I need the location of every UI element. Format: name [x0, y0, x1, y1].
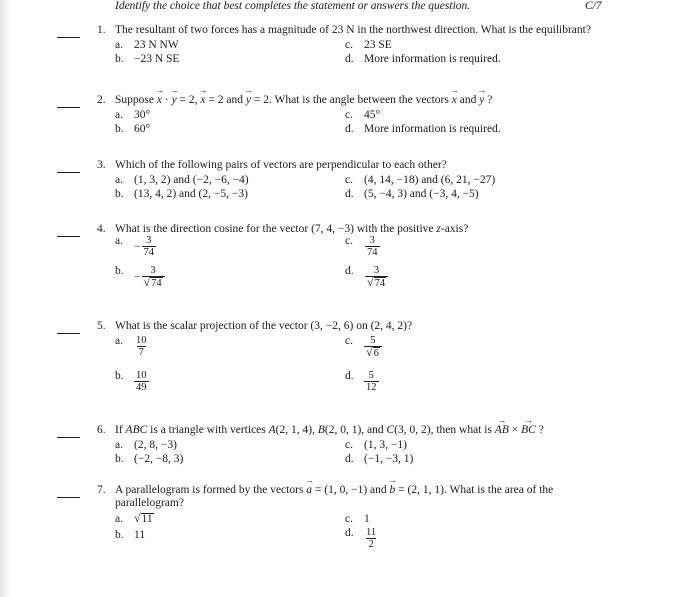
score-mark: C/7 — [585, 0, 602, 12]
sqrt-icon: √ 11 — [134, 511, 153, 525]
page-edge-shadow — [0, 0, 10, 597]
option-fraction: $\frac{5}{12}$ — [366, 370, 377, 393]
answer-blank[interactable] — [57, 172, 80, 173]
vector-bc: → BC — [521, 424, 536, 437]
question-stem: A parallelogram is formed by the vectors → a = (1, 0, −1) and → b = (2, 1, 1). What is the area of the parallelogram? — [115, 484, 605, 510]
option-text: 45° — [364, 109, 381, 121]
option-fraction: − 3 √ 74 — [134, 265, 165, 289]
option-text: (1, 3, 2) and (−2, −6, −4) — [134, 174, 249, 186]
option-text: 60° — [134, 123, 151, 135]
question-number: 4. — [97, 223, 106, 235]
answer-blank[interactable] — [57, 497, 80, 498]
answer-blank[interactable] — [57, 333, 80, 334]
option-fraction: $\frac{10}{49}$ — [136, 370, 147, 393]
option-text: (5, −4, 3) and (−3, 4, −5) — [364, 188, 479, 200]
option-root — [134, 513, 154, 525]
instruction-text: Identify the choice that best completes the statement or answers the question. — [115, 0, 471, 12]
option-text: 23 N NW — [134, 39, 179, 51]
question-number: 3. — [97, 159, 106, 171]
question-stem: The resultant of two forces has a magnitude of 23 N in the northwest direction. What is the equilibrant? — [115, 24, 591, 36]
option-fraction: $\frac{3}{74}$ — [367, 235, 378, 258]
question-number: 1. — [97, 24, 106, 36]
question-stem: Suppose → x · → y = 2, → x = 2 and → y = 2. What is the angle between the vectors → x and → y ? — [115, 94, 605, 107]
option-fraction: 5 √ 6 — [364, 335, 382, 359]
answer-blank[interactable] — [57, 236, 80, 237]
vector-y: → y — [172, 94, 177, 107]
question-stem: If ABC is a triangle with vertices A(2, 1, 4), B(2, 0, 1), and C(3, 0, 2), then what is → AB × → BC ? — [115, 424, 605, 437]
vector-a: → a — [306, 484, 312, 497]
option-fraction: $\frac{10}{7}$ — [136, 335, 147, 358]
option-fraction: − $\frac{3}{74}$ — [134, 235, 154, 258]
vector-ab: → AB — [495, 424, 509, 437]
question-stem: What is the scalar projection of the vector (3, −2, 6) on (2, 4, 2)? — [115, 320, 413, 332]
option-text: (1, 3, −1) — [364, 439, 407, 451]
option-text: More information is required. — [364, 53, 501, 65]
answer-blank[interactable] — [57, 107, 80, 108]
option-text: (4, 14, −18) and (6, 21, −27) — [364, 174, 496, 186]
sqrt-icon: √ 74 — [367, 275, 386, 289]
quiz-page: Identify the choice that best completes the statement or answers the question. C/7 1. The resultant of two forces has a magnitude of 23 N in the northwest direction. What is the equilibrant? a. 23 N NW b. −23 N SE c. 23 SE d. More information is required. 2. Suppose → x · → y = 2, → x = 2 and → y = 2. What is the angle between the vectors → x and → y ? a. 30° b. 60° c. 45° d. More information is required. 3. Which of the following pairs of vectors are perpendicular to each other? a. (1, 3, 2) and (−2, −6, −4) b. (13, 4, 2) and (2, −5, −3) c. (4, 14, −18) and (6, 21, −27) d. (5, −4, 3) and (−3, 4, −5) 4. What is the direction cosine for the vector (7, 4, −3) with the positive z-axis? a. − $\frac{3}{74}$ b. − 3 √ 74 c. $\frac{3}{74}$ d. 3 √ 74 5. What is the scalar projection of the vector (3, −2, 6) on (2, 4, 2)? a. $\frac{10}{7}$ b. $\frac{10}{49}$ c. 5 √ 6 d. $\frac{5}{12}$ 6. If ABC is a triangle with vertices A(2, 1, 4), B(2, 0, 1), and C(3, 0, 2), then what is → AB × → BC ? a. (2, 8, −3) b. (−2, −8, 3) c. (1, 3, −1) d. (−1, −3, 1) 7. A parallelogram is formed by the vectors → a = (1, 0, −1) and → b = (2, 1, 1). What is the area of the parallelogram? a. √ 11 b. 11 c. 1 d. $\frac{11}{2}$ — [0, 0, 700, 597]
vector-x: → x — [157, 94, 162, 107]
vector-x: → x — [452, 94, 457, 107]
vector-b: → b — [390, 484, 396, 497]
question-number: 2. — [97, 94, 106, 106]
question-stem: What is the direction cosine for the vector (7, 4, −3) with the positive z-axis? — [115, 223, 469, 235]
option-text: −23 N SE — [134, 53, 180, 65]
question-number: 7. — [97, 484, 106, 496]
vector-y: → y — [479, 94, 484, 107]
option-text: 30° — [134, 109, 151, 121]
sqrt-icon: √ 74 — [143, 275, 162, 289]
option-text: 23 SE — [364, 39, 392, 51]
sqrt-icon: √ 6 — [366, 345, 379, 359]
option-text: (13, 4, 2) and (2, −5, −3) — [134, 188, 248, 200]
option-text: (−1, −3, 1) — [364, 453, 414, 465]
vector-x: → x — [200, 94, 205, 107]
question-number: 5. — [97, 320, 106, 332]
option-text: More information is required. — [364, 123, 501, 135]
question-number: 6. — [97, 424, 106, 436]
answer-blank[interactable] — [57, 37, 80, 38]
question-stem: Which of the following pairs of vectors are perpendicular to each other? — [115, 159, 447, 171]
vector-y: → y — [246, 94, 251, 107]
option-text: (2, 8, −3) — [134, 439, 177, 451]
option-text: 1 — [364, 513, 370, 525]
option-text: 11 — [134, 529, 146, 541]
answer-blank[interactable] — [57, 437, 80, 438]
option-fraction: $\frac{11}{2}$ — [366, 527, 377, 550]
option-fraction: 3 √ 74 — [364, 265, 388, 289]
option-text: (−2, −8, 3) — [134, 453, 184, 465]
